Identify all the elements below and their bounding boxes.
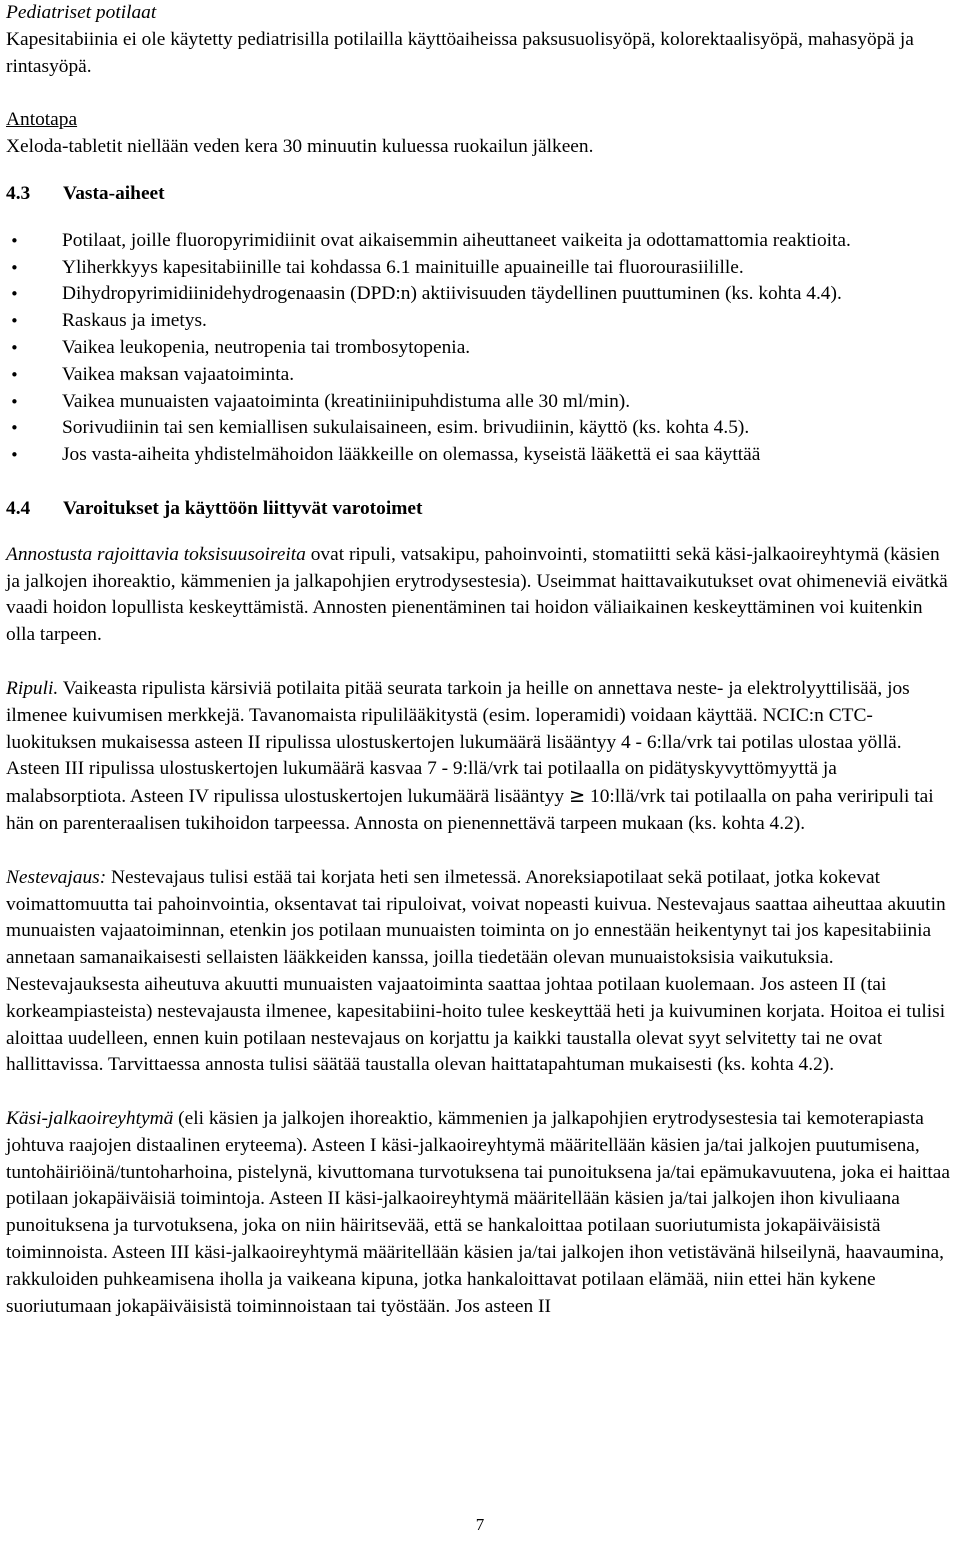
list-item: • Potilaat, joille fluoropyrimidiinit ovat aikaisemmin aiheuttaneet vaikeita ja odottamattomia reaktioita.	[6, 228, 956, 255]
list-item: • Raskaus ja imetys.	[6, 308, 956, 335]
list-item: • Yliherkkyys kapesitabiinille tai kohdassa 6.1 mainituille apuaineille tai fluorourasiilille.	[6, 255, 956, 282]
paragraph-text: 10:llä/vrk tai potilaalla on paha veriripuli tai hän on parenteraalisen tukihoidon tarpeessa. Annosta on pienennettävä tarpeen mukaan (ks. kohta 4.2).	[6, 786, 934, 834]
section-title-pediatric: Pediatriset potilaat	[6, 2, 157, 23]
heading-warnings	[6, 496, 956, 523]
paragraph-lead: Käsi-jalkaoireyhtymä	[6, 1108, 174, 1130]
heading-number: 4.3	[6, 182, 31, 204]
section-title-administration: Antotapa	[6, 109, 78, 131]
page-number: 7	[475, 1515, 485, 1534]
paragraph-lead: Annostusta rajoittavia toksisuusoireita	[6, 543, 306, 565]
paragraph-text: ovat ripuli, vatsakipu, pahoinvointi, stomatiitti sekä käsi-jalkaoireyhtymä (käsien ja jalkojen ihoreaktio, kämmenien ja jalkapohjien erytrodysestesia). Useimmat haittavaikutukset ovat ohimeneviä eivätkä vaadi hoidon lopullista keskeyttämistä. Annosten pienentäminen tai hoidon väliaikainen keskeyttäminen voi kuitenkin olla tarpeen.	[6, 543, 948, 646]
paragraph-text: Nestevajaus tulisi estää tai korjata heti sen ilmetessä. Anoreksiapotilaat sekä potilaat, jotka kokevat voimattomuutta tai pahoinvointia, oksentavat tai ripuloivat, voivat nopeasti kuivua. Nestevajaus saattaa aiheuttaa akuutin munuaisten vajaatoiminnan, etenkin jos potilaan munuaisten toiminta on jo ennestään heikentynyt tai jos kapesitabiinia annetaan samanaikaisesti sellaisten lääkkeiden kanssa, joilla tiedetään olevan munuaistoksisia vaikutuksia. Nestevajauksesta aiheutuva akuutti munuaisten vajaatoiminta saattaa johtaa potilaan kuolemaan. Jos asteen II (tai korkeampiasteista) nestevajausta ilmenee, kapesitabiini-hoito tulee keskeyttää heti ja kuivuminen korjata. Hoitoa ei tulisi aloittaa uudelleen, ennen kuin potilaan nestevajaus on korjattu ja kaikki taustalla olevat syyt selvitetty tai ne ovat hallittavissa. Tarvittaessa annosta tulisi säätää taustalla olevan haittatapahtuman mukaisesti (ks. kohta 4.2).	[6, 866, 946, 1076]
warnings-paragraph-diarrhea	[6, 676, 956, 838]
paragraph-lead: Nestevajaus:	[6, 866, 107, 888]
document-page	[6, 0, 956, 1320]
paragraph-text: (eli käsien ja jalkojen ihoreaktio, kämmenien ja jalkapohjien erytrodysestesia tai kemoterapiasta johtuva raajojen distaalinen eryteema). Asteen I käsi-jalkaoireyhtymä määritellään käsien ja/tai jalkojen puutumisena, tuntohäiriöinä/tuntoharhoina, pistelynä, kivuttomana turvotuksena tai punoituksena ja/tai epämukavuutena, joka ei haittaa potilaan jokapäiväisiä toimintoja. Asteen II käsi-jalkaoireyhtymä määritellään käsien ja/tai jalkojen ihon kivuliaana punoituksena ja turvotuksena, joka on niin häiritsevää, että se hankaloittaa potilaan suoriutumista jokapäiväisistä toiminnoista. Asteen III käsi-jalkaoireyhtymä määritellään käsien ja/tai jalkojen ihon vetistävänä hilseilynä, haavaumina, rakkuloiden puhkeamisena iholla ja vaikeana kipuna, jotka hankaloittavat potilaan elämää, niin ettei hän kykene suoriutumaan jokapäiväisistä toiminnoistaan tai työstään. Jos asteen II	[6, 1108, 950, 1317]
heading-title: Varoitukset ja käyttöön liittyvät varotoimet	[63, 497, 423, 519]
list-item: • Dihydropyrimidiinidehydrogenaasin (DPD:n) aktiivisuuden täydellinen puuttuminen (ks. kohta 4.4).	[6, 281, 956, 308]
greater-or-equal-symbol: ≥	[568, 784, 586, 808]
list-item: • Vaikea maksan vajaatoiminta.	[6, 362, 956, 389]
heading-title: Vasta-aiheet	[63, 182, 165, 204]
paragraph-text: Vaikeasta ripulista kärsiviä potilaita pitää seurata tarkoin ja heille on annettava neste- ja elektrolyyttilisää, jos ilmenee kuivumisen merkkejä. Tavanomaista ripulilääkitystä (esim. loperamidi) voidaan käyttää. NCIC:n CTC-luokituksen mukaisessa asteen II ripulissa ulostuskertojen lukumäärä lisääntyy 4 - 6:lla/vrk tai potilas ulostaa yöllä. Asteen III ripulissa ulostuskertojen lukumäärä kasvaa 7 - 9:llä/vrk tai potilaalla on pidätyskyvyttömyyttä ja malabsorptiota. Asteen IV ripulissa ulostuskertojen lukumäärä lisääntyy	[6, 677, 910, 808]
warnings-paragraph-dehydration	[6, 865, 956, 1079]
pediatric-text: Kapesitabiinia ei ole käytetty pediatrisilla potilailla käyttöaiheissa paksusuolisyöpä, kolorektaalisyöpä, mahasyöpä ja rintasyöpä.	[6, 28, 914, 77]
paragraph-lead: Ripuli.	[6, 677, 59, 699]
list-item: • Vaikea munuaisten vajaatoiminta (kreatiniinipuhdistuma alle 30 ml/min).	[6, 389, 956, 416]
warnings-paragraph-1	[6, 542, 956, 649]
contraindications-list	[6, 228, 956, 469]
heading-contraindications	[6, 181, 956, 208]
list-item: • Vaikea leukopenia, neutropenia tai trombosytopenia.	[6, 335, 956, 362]
heading-number: 4.4	[6, 497, 31, 519]
administration-text: Xeloda-tabletit niellään veden kera 30 minuutin kuluessa ruokailun jälkeen.	[6, 136, 594, 158]
warnings-paragraph-hand-foot	[6, 1106, 956, 1320]
list-item: • Sorivudiinin tai sen kemiallisen sukulaisaineen, esim. brivudiinin, käyttö (ks. kohta 4.5).	[6, 415, 956, 442]
list-item: • Jos vasta-aiheita yhdistelmähoidon lääkkeille on olemassa, kyseistä lääkettä ei saa käyttää	[6, 442, 956, 469]
